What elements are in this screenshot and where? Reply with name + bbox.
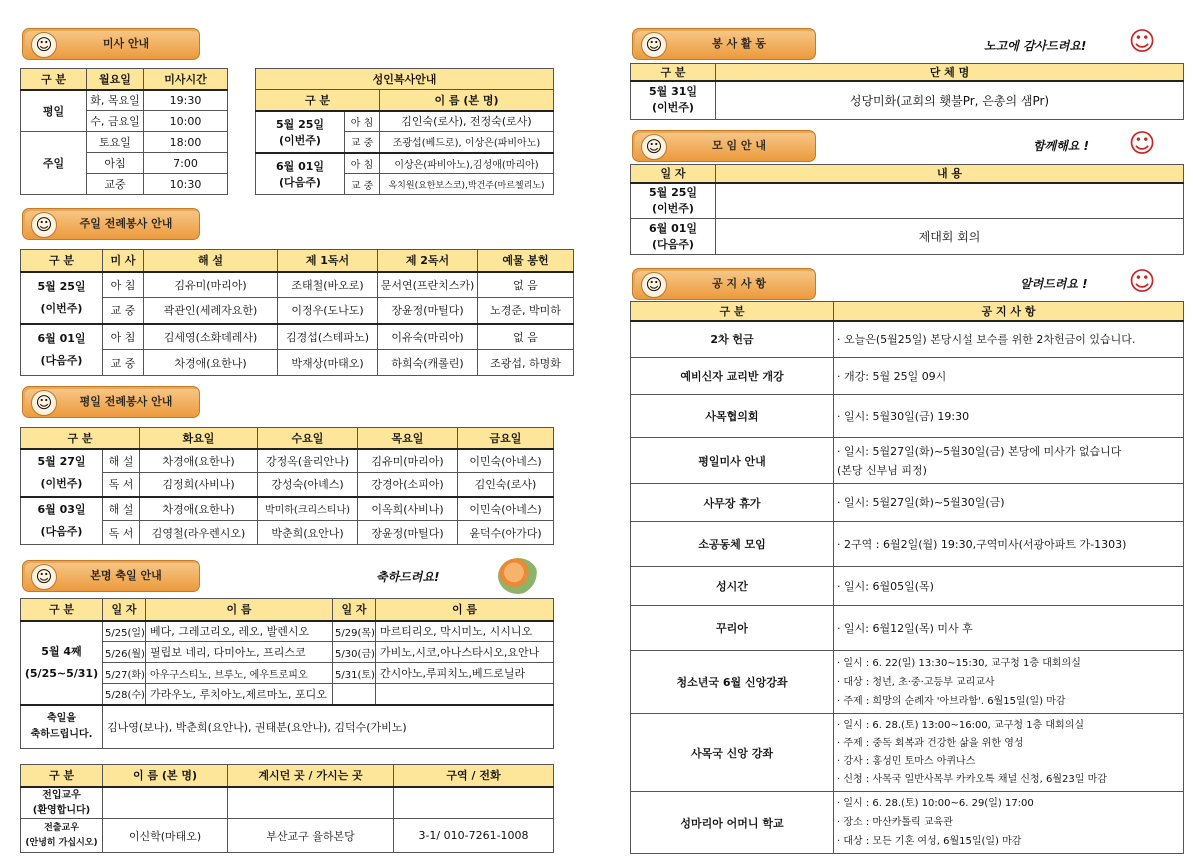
notice-content <box>834 714 1184 792</box>
header-cell: 제 2독서 <box>378 250 478 272</box>
notice-topic: 성시간 <box>631 567 834 606</box>
date-cell: 5/26(월) <box>103 642 146 663</box>
time-cell: 19:30 <box>144 90 228 111</box>
cheering-mascot-icon: ☺ <box>1128 27 1156 57</box>
date-sub: (이번주) <box>652 101 694 115</box>
saints-cell: 가라우노, 루치아노,제르마노, 포디오 <box>146 684 333 705</box>
notice-line: · 일시 : 6. 22(일) 13:30~15:30, 교구청 1층 대회의실 <box>837 657 1081 669</box>
smiling-face-icon: ☺ <box>31 564 57 590</box>
header-cell: 구 분 <box>631 302 834 321</box>
name-cell: 없 음 <box>478 324 574 350</box>
notice-topic: 예비신자 교리반 개강 <box>631 358 834 395</box>
week-label: 5월 4째 <box>41 644 82 658</box>
notice-slogan: 알려드려요 ! <box>1020 277 1088 291</box>
notice-topic: 2차 헌금 <box>631 321 834 358</box>
service-slogan: 노고에 감사드려요! <box>984 39 1087 53</box>
mass-type-cell: 아 침 <box>103 324 144 350</box>
name-cell: 김인숙(로사) <box>458 473 554 497</box>
name-cell: 없 음 <box>478 272 574 298</box>
name-cell: 김유미(마리아) <box>144 272 278 298</box>
date-sub: (이번주) <box>40 476 83 490</box>
name-cell: 이정우(도나도) <box>278 298 378 324</box>
label-line: 전출교우 <box>44 822 79 833</box>
header-cell: 목요일 <box>358 428 458 449</box>
notice-content <box>834 395 1184 438</box>
transfer-in-place <box>228 787 394 819</box>
notice-line: · 일시: 5월27일(화)~5월30일(금) 본당에 미사가 없습니다 <box>837 444 1122 458</box>
smiling-face-icon: ☺ <box>641 32 667 58</box>
mass-section-title: 미사 안내 <box>102 37 150 50</box>
weekday-liturgy-header <box>22 386 200 418</box>
feast-day-header <box>22 560 200 592</box>
header-cell: 구 분 <box>21 250 103 272</box>
name-cell: 이유숙(마리아) <box>378 324 478 350</box>
smiling-face-icon: ☺ <box>31 32 57 58</box>
saints-cell: 아우구스티노, 브루노, 에우트로피오 <box>146 663 333 684</box>
week-range: (5/25~5/31) <box>24 666 99 680</box>
header-cell: 금요일 <box>458 428 554 449</box>
day-cell: 아침 <box>87 153 144 174</box>
congrats-label-line: 축하드립니다. <box>30 728 93 740</box>
name-cell: 차경애(요한나) <box>140 497 258 521</box>
header-cell: 구 분 <box>21 765 103 787</box>
notice-topic: 사목국 신앙 강좌 <box>631 714 834 792</box>
transfer-out-contact: 3-1/ 010-7261-1008 <box>394 819 554 853</box>
date-sub: (이번주) <box>40 301 83 315</box>
cheering-mascot-icon: ☺ <box>1128 129 1156 159</box>
saints-cell <box>376 684 554 705</box>
notice-topic: 소공동체 모임 <box>631 522 834 567</box>
day-cell: 수, 금요일 <box>87 111 144 132</box>
header-cell: 이 름 <box>376 599 554 621</box>
header-cell: 단 체 명 <box>716 64 1184 82</box>
transfer-out-place: 부산교구 율하본당 <box>228 819 394 853</box>
name-cell: 노경준, 박미하 <box>478 298 574 324</box>
date: 5월 27일 <box>37 454 86 468</box>
date-cell <box>21 449 103 497</box>
meeting-header <box>632 130 816 162</box>
header-cell: 화요일 <box>140 428 258 449</box>
notice-line: · 일시: 6월12일(목) 미사 후 <box>837 621 973 635</box>
date: 6월 01일 <box>37 331 86 345</box>
name-cell: 장윤정(마틸다) <box>378 298 478 324</box>
mass-section-header <box>22 28 200 60</box>
header-cell: 이 름 (본 명) <box>380 90 554 111</box>
name-cell: 곽관인(세례자요한) <box>144 298 278 324</box>
date-cell <box>21 272 103 324</box>
name-cell: 옥치원(요한보스코),박건주(마르첼리노) <box>380 174 554 195</box>
notice-table <box>630 301 1184 854</box>
smiling-face-icon: ☺ <box>641 272 667 298</box>
mass-type-cell: 교 중 <box>103 298 144 324</box>
notice-line: · 일시 : 6. 28.(토) 10:00~6. 29(일) 17:00 <box>837 798 1034 809</box>
date-cell: 5/30(금) <box>333 642 376 663</box>
notice-content <box>834 792 1184 854</box>
flower-bouquet-icon <box>498 558 538 594</box>
sunday-liturgy-title: 주일 전례봉사 안내 <box>79 217 173 230</box>
notice-line: · 대상 : 청년, 초·중·고등부 교리교사 <box>837 676 995 688</box>
date: 6월 03일 <box>37 502 86 516</box>
header-cell: 내 용 <box>716 165 1184 183</box>
weekday-liturgy-table <box>20 427 554 545</box>
header-cell: 이 름 <box>146 599 333 621</box>
name-cell: 박미하(크리스티나) <box>258 497 358 521</box>
notice-topic: 청소년국 6월 신앙강좌 <box>631 651 834 714</box>
header-cell: 공 지 사 항 <box>834 302 1184 321</box>
notice-content <box>834 484 1184 522</box>
notice-line: · 신청 : 사목국 일반사목부 카카오톡 채널 신청, 6월23일 마감 <box>837 773 1107 785</box>
date-cell <box>21 497 103 545</box>
name-cell: 강성숙(아녜스) <box>258 473 358 497</box>
date-sub: (이번주) <box>652 201 694 215</box>
notice-line: · 개강: 5월 25일 09시 <box>837 369 947 383</box>
header-cell: 구역 / 전화 <box>394 765 554 787</box>
weekday-liturgy-title: 평일 전례봉사 안내 <box>79 395 173 408</box>
saints-cell: 가비노,시코,아나스타시오,요안나 <box>376 642 554 663</box>
notice-line: · 대상 : 모든 기혼 여성, 6월15일(일) 마감 <box>837 836 1022 847</box>
notice-line: · 일시: 6월05일(목) <box>837 579 934 593</box>
header-cell: 구 분 <box>21 428 140 449</box>
role-cell: 해 설 <box>103 449 140 473</box>
role-cell: 해 설 <box>103 497 140 521</box>
day-cell: 화, 목요일 <box>87 90 144 111</box>
smiling-face-icon: ☺ <box>31 212 57 238</box>
adult-server-title: 성인복사안내 <box>256 69 554 90</box>
name-cell: 이민숙(아네스) <box>458 497 554 521</box>
header-cell: 구 분 <box>21 69 87 90</box>
name-cell: 차경애(요한나) <box>140 449 258 473</box>
week-cell <box>21 621 103 705</box>
date-cell: 5/31(토) <box>333 663 376 684</box>
day-cell: 교중 <box>87 174 144 195</box>
date-cell <box>256 153 345 195</box>
notice-topic: 사목협의회 <box>631 395 834 438</box>
sunday-liturgy-table <box>20 249 574 376</box>
header-cell: 제 1독서 <box>278 250 378 272</box>
header-cell: 미 사 <box>103 250 144 272</box>
name-cell: 김경섭(스테파노) <box>278 324 378 350</box>
header-cell: 해 설 <box>144 250 278 272</box>
sunday-label: 주일 <box>21 132 87 195</box>
meeting-content: 제대회 회의 <box>716 219 1184 255</box>
cheering-mascot-icon: ☺ <box>1128 267 1156 297</box>
date-sub: (다음주) <box>279 175 321 189</box>
service-title: 봉 사 활 동 <box>712 37 766 50</box>
notice-line: (본당 신부님 피정) <box>837 463 927 477</box>
date: 5월 25일 <box>648 185 698 199</box>
name-cell: 이옥희(사비나) <box>358 497 458 521</box>
sunday-liturgy-header <box>22 208 200 240</box>
name-cell: 조태철(바오로) <box>278 272 378 298</box>
meeting-title: 모 임 안 내 <box>712 139 766 152</box>
adult-server-table <box>255 68 554 195</box>
header-cell: 일 자 <box>631 165 716 183</box>
transfer-in-contact <box>394 787 554 819</box>
notice-line: · 일시: 5월27일(화)~5월30일(금) <box>837 496 1005 509</box>
transfer-in-label <box>21 787 103 819</box>
header-cell: 이 름 (본 명) <box>103 765 228 787</box>
date: 5월 31일 <box>648 85 698 99</box>
notice-content <box>834 651 1184 714</box>
date-cell <box>631 81 716 119</box>
notice-content <box>834 522 1184 567</box>
service-header <box>632 28 816 60</box>
smiling-face-icon: ☺ <box>31 390 57 416</box>
saints-cell: 마르티리오, 막시미노, 시시니오 <box>376 621 554 642</box>
date-sub: (다음주) <box>652 237 694 251</box>
notice-line: · 주제 : 희망의 순례자 '아브라함'. 6월15일(일) 마감 <box>837 695 1066 707</box>
time-cell: 18:00 <box>144 132 228 153</box>
notice-line: · 강사 : 홍성민 토마스 아퀴나스 <box>837 755 976 767</box>
mass-type-cell: 교 중 <box>345 174 380 195</box>
name-cell: 하희숙(캐롤린) <box>378 350 478 376</box>
label-line: (환영합니다) <box>32 804 91 816</box>
notice-content <box>834 606 1184 651</box>
congrats-label <box>21 705 103 749</box>
name-cell: 이상은(파비아노),김성애(마리아) <box>380 153 554 174</box>
smiling-face-icon: ☺ <box>641 134 667 160</box>
notice-topic: 꾸리아 <box>631 606 834 651</box>
header-cell: 구 분 <box>631 64 716 82</box>
header-cell: 구 분 <box>256 90 380 111</box>
feast-slogan: 축하드려요! <box>376 570 440 584</box>
service-table <box>630 63 1184 120</box>
header-cell: 일 자 <box>333 599 376 621</box>
header-cell: 미사시간 <box>144 69 228 90</box>
date-cell <box>631 219 716 255</box>
date-cell: 5/29(목) <box>333 621 376 642</box>
date: 5월 25일 <box>37 279 86 293</box>
date: 6월 01일 <box>648 221 698 235</box>
time-cell: 7:00 <box>144 153 228 174</box>
transfer-in-name <box>103 787 228 819</box>
notice-content <box>834 567 1184 606</box>
header-cell: 계시던 곳 / 가시는 곳 <box>228 765 394 787</box>
name-cell: 문서연(프란치스카) <box>378 272 478 298</box>
name-cell: 박재상(마태오) <box>278 350 378 376</box>
name-cell: 강정옥(율리안나) <box>258 449 358 473</box>
meeting-slogan: 함께해요 ! <box>1033 139 1090 153</box>
date-cell <box>256 111 345 153</box>
label-line: 전입교우 <box>42 789 81 801</box>
meeting-content <box>716 183 1184 219</box>
name-cell: 김영철(라우렌시오) <box>140 521 258 545</box>
feast-day-table <box>20 598 554 749</box>
mass-table <box>20 68 228 195</box>
feast-day-title: 본명 축일 안내 <box>90 569 162 582</box>
notice-content <box>834 438 1184 484</box>
meeting-table <box>630 164 1184 255</box>
notice-topic: 사무장 휴가 <box>631 484 834 522</box>
header-cell: 월요일 <box>87 69 144 90</box>
header-cell: 예물 봉헌 <box>478 250 574 272</box>
name-cell: 김정희(사비나) <box>140 473 258 497</box>
header-cell: 구 분 <box>21 599 103 621</box>
mass-type-cell: 아 침 <box>345 153 380 174</box>
date-cell: 5/25(일) <box>103 621 146 642</box>
date-cell <box>631 183 716 219</box>
saints-cell: 베다, 그레고리오, 레오, 발렌시오 <box>146 621 333 642</box>
notice-topic: 성마리아 어머니 학교 <box>631 792 834 854</box>
date-sub: (이번주) <box>279 133 321 147</box>
label-line: (안녕히 가십시오) <box>25 837 98 848</box>
transfer-out-label <box>21 819 103 853</box>
transfer-table <box>20 764 554 853</box>
name-cell: 장윤정(마틸다) <box>358 521 458 545</box>
notice-line: · 일시: 5월30일(금) 19:30 <box>837 409 970 423</box>
day-cell: 토요일 <box>87 132 144 153</box>
notice-title: 공 지 사 항 <box>712 277 766 290</box>
notice-line: · 일시 : 6. 28.(토) 13:00~16:00, 교구청 1층 대회의실 <box>837 719 1085 731</box>
name-cell: 차경애(요한나) <box>144 350 278 376</box>
congrats-names: 김나영(보나), 박춘희(요안나), 권태분(요안나), 김덕수(가비노) <box>103 705 554 749</box>
mass-type-cell: 교 중 <box>103 350 144 376</box>
date-sub: (다음주) <box>40 524 83 538</box>
date: 6월 01일 <box>275 159 325 173</box>
transfer-out-name: 이신학(마태오) <box>103 819 228 853</box>
name-cell: 박춘희(요안나) <box>258 521 358 545</box>
time-cell: 10:30 <box>144 174 228 195</box>
notice-content <box>834 358 1184 395</box>
role-cell: 독 서 <box>103 521 140 545</box>
name-cell: 조광섭(베드로), 이상은(파비아노) <box>380 132 554 153</box>
notice-line: · 오늘은(5월25일) 본당시설 보수를 위한 2차헌금이 있습니다. <box>837 332 1136 346</box>
notice-header <box>632 268 816 300</box>
header-cell: 일 자 <box>103 599 146 621</box>
date-cell: 5/27(화) <box>103 663 146 684</box>
date-cell <box>333 684 376 705</box>
name-cell: 김세영(소화데레사) <box>144 324 278 350</box>
time-cell: 10:00 <box>144 111 228 132</box>
mass-type-cell: 교 중 <box>345 132 380 153</box>
mass-type-cell: 아 침 <box>103 272 144 298</box>
date-sub: (다음주) <box>40 353 83 367</box>
saints-cell: 필립보 네리, 다미아노, 프리스코 <box>146 642 333 663</box>
congrats-label-line: 축일을 <box>47 712 76 724</box>
name-cell: 김유미(마리아) <box>358 449 458 473</box>
saints-cell: 간시아노,루피치노,베드로닐라 <box>376 663 554 684</box>
name-cell: 이민숙(아네스) <box>458 449 554 473</box>
name-cell: 김인숙(로사), 전정숙(로사) <box>380 111 554 132</box>
name-cell: 조광섭, 하명화 <box>478 350 574 376</box>
mass-type-cell: 아 침 <box>345 111 380 132</box>
notice-line: · 주제 : 중독 회복과 건강한 삶을 위한 영성 <box>837 737 1024 749</box>
name-cell: 강경아(소피아) <box>358 473 458 497</box>
notice-topic: 평일미사 안내 <box>631 438 834 484</box>
notice-line: · 2구역 : 6월2일(월) 19:30,구역미사(서광아파트 가-1303) <box>837 537 1127 551</box>
notice-line: · 장소 : 마산카톨릭 교육관 <box>837 817 953 828</box>
service-content: 성당미화(교회의 횃불Pr, 은총의 샘Pr) <box>716 81 1184 119</box>
role-cell: 독 서 <box>103 473 140 497</box>
notice-content <box>834 321 1184 358</box>
date-cell <box>21 324 103 376</box>
weekday-label: 평일 <box>21 90 87 132</box>
date: 5월 25일 <box>275 117 325 131</box>
header-cell: 수요일 <box>258 428 358 449</box>
name-cell: 윤덕수(아가다) <box>458 521 554 545</box>
date-cell: 5/28(수) <box>103 684 146 705</box>
